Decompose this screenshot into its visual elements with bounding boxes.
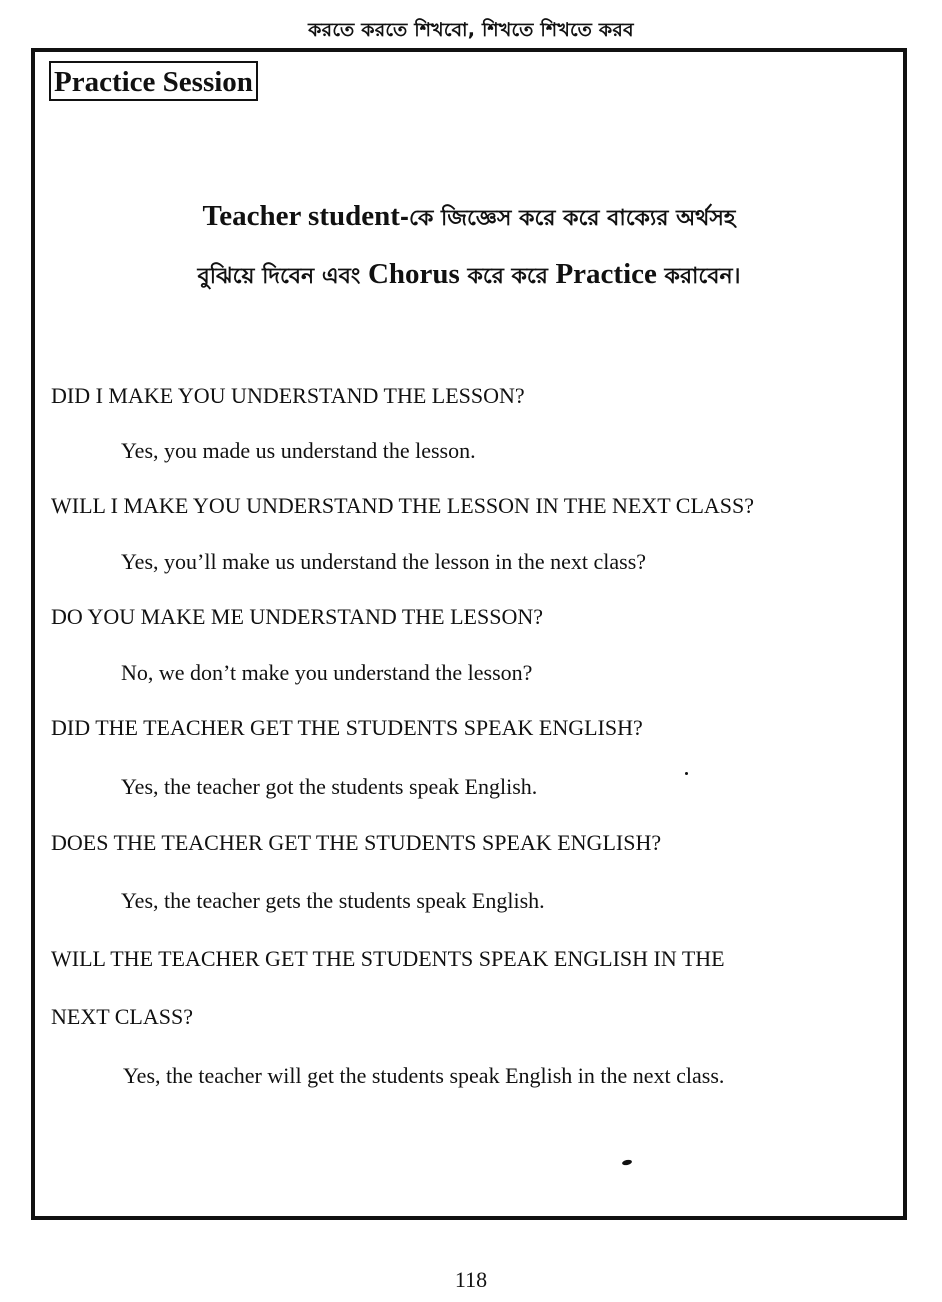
practice-question: DID I MAKE YOU UNDERSTAND THE LESSON? [51, 383, 525, 408]
section-title-box: Practice Session [49, 61, 258, 101]
practice-answer: No, we don’t make you understand the lesson? [121, 660, 533, 685]
practice-question: NEXT CLASS? [51, 1004, 193, 1029]
instruction-line-1 [35, 200, 903, 238]
practice-question: WILL THE TEACHER GET THE STUDENTS SPEAK ENGLISH IN THE [51, 946, 725, 971]
instruction-line-2 [35, 258, 903, 296]
practice-question: DOES THE TEACHER GET THE STUDENTS SPEAK ENGLISH? [51, 830, 662, 855]
practice-answer: Yes, the teacher gets the students speak English. [121, 888, 545, 913]
ink-speck [622, 1159, 633, 1166]
instruction-text-bn: করাবেন। [656, 264, 741, 289]
practice-question: WILL I MAKE YOU UNDERSTAND THE LESSON IN THE NEXT CLASS? [51, 493, 755, 518]
content-frame [31, 48, 907, 1220]
instruction-text-en: Practice [555, 258, 657, 290]
practice-question: DID THE TEACHER GET THE STUDENTS SPEAK ENGLISH? [51, 715, 643, 740]
instruction-text-en: Teacher student [202, 200, 400, 232]
practice-question: DO YOU MAKE ME UNDERSTAND THE LESSON? [51, 604, 544, 629]
page-number: 118 [454, 1267, 488, 1292]
instruction-text-bn: -কে জিজ্ঞেস করে করে বাক্যের অর্থসহ [399, 206, 736, 231]
instruction-text-en: Chorus [367, 258, 460, 290]
practice-answer: Yes, the teacher will get the students speak English in the next class. [123, 1063, 725, 1088]
practice-answer: Yes, you made us understand the lesson. [121, 438, 476, 463]
instruction-text-bn: করে করে [459, 264, 556, 289]
ink-speck [685, 772, 688, 775]
practice-answer: Yes, you’ll make us understand the lesson in the next class? [121, 549, 647, 574]
practice-answer: Yes, the teacher got the students speak English. [121, 774, 538, 799]
running-header: করতে করতে শিখবো, শিখতে শিখতে করব [308, 19, 634, 41]
instruction-text-bn: বুঝিয়ে দিবেন এবং [197, 264, 368, 289]
